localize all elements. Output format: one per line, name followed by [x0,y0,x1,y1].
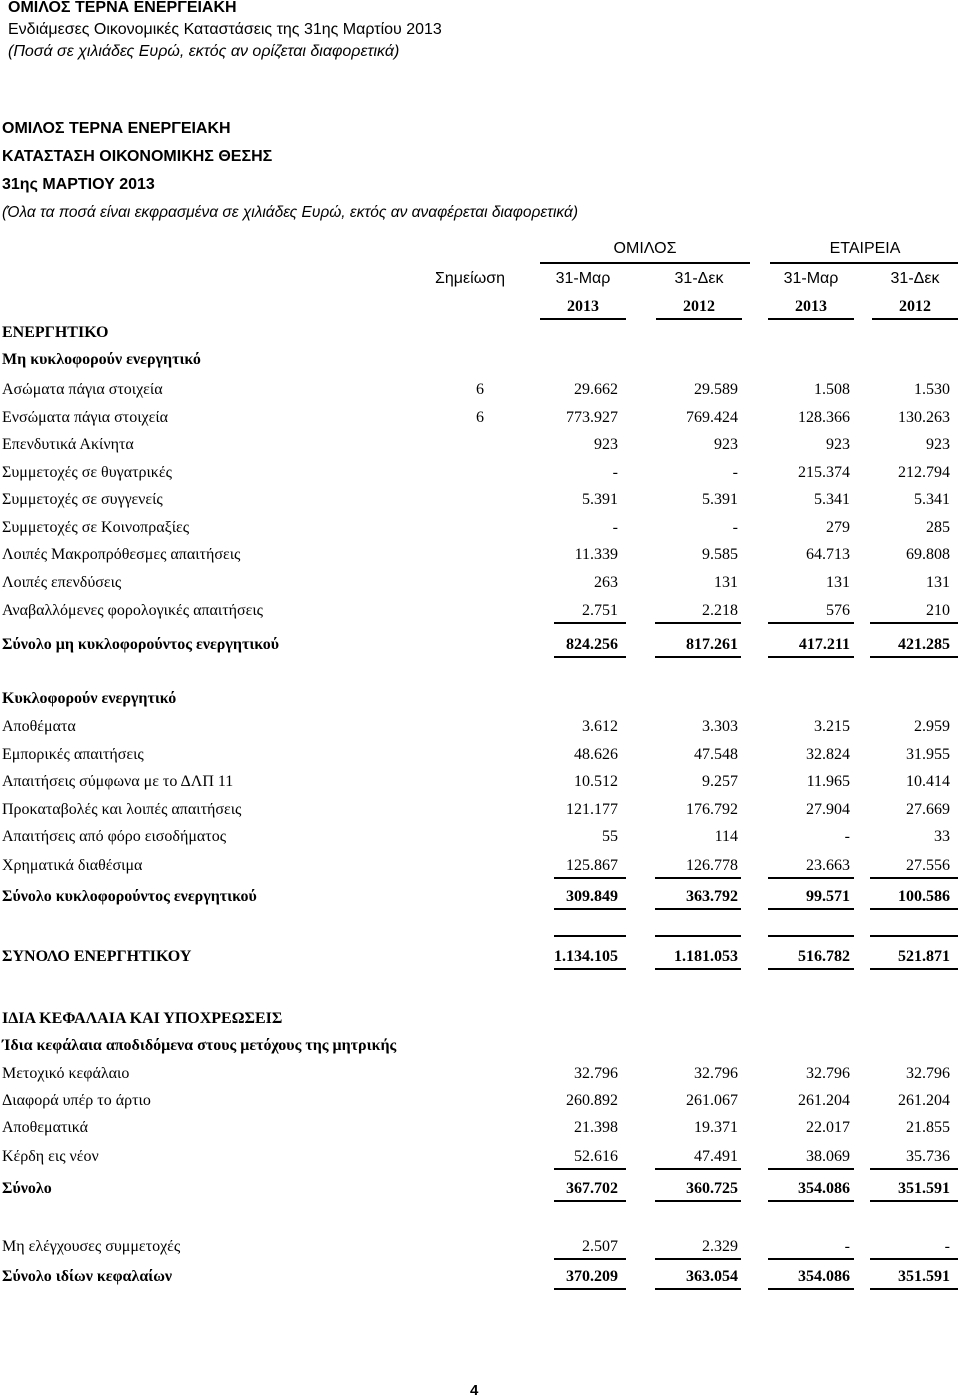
row-underline [870,622,958,624]
row-underline [554,908,626,910]
row-value-1: 48.626 [574,746,618,763]
table-row [0,855,960,877]
row-value-4: 100.586 [898,888,950,905]
row-value-4: 27.669 [906,801,950,818]
title-company: ΟΜΙΛΟΣ ΤΕΡΝΑ ΕΝΕΡΓΕΙΑΚΗ [2,120,231,137]
row-value-1: 55 [602,828,618,845]
table-row [0,1117,960,1139]
row-value-1: 3.612 [582,718,618,735]
column-group-header: ΟΜΙΛΟΣ [613,240,677,257]
row-value-4: 130.263 [898,409,950,426]
row-value-3: 354.086 [798,1268,850,1285]
table-row [0,716,960,738]
total-overline [554,935,626,937]
row-value-2: 176.792 [686,801,738,818]
row-value-1: 2.507 [582,1238,618,1255]
row-value-2: 817.261 [686,636,738,653]
row-underline [870,1288,958,1290]
row-underline [554,1288,626,1290]
row-value-1: 260.892 [566,1092,618,1109]
year-underline-4 [872,318,958,320]
table-row [0,407,960,429]
row-value-2: 2.218 [702,602,738,619]
row-value-1: 121.177 [566,801,618,818]
row-label: Σύνολο κυκλοφορούντος ενεργητικού [2,888,257,905]
row-underline [655,1258,741,1260]
row-value-4: 212.794 [898,464,950,481]
row-label: Ασώματα πάγια στοιχεία [2,381,163,398]
row-value-4: 2.959 [914,718,950,735]
section-current: Κυκλοφορούν ενεργητικό [2,690,177,707]
table-row [0,434,960,456]
minority-row [0,1236,960,1258]
year-header-3: 2013 [795,298,827,315]
row-underline [768,968,854,970]
row-note: 6 [476,409,484,426]
row-value-4: 21.855 [906,1119,950,1136]
row-underline [870,656,958,658]
year-header-2: 2012 [683,298,715,315]
row-label: Σύνολο μη κυκλοφορούντος ενεργητικού [2,636,279,653]
year-header-1: 2013 [567,298,599,315]
row-value-1: 370.209 [566,1268,618,1285]
row-underline [768,1258,854,1260]
row-value-2: 769.424 [686,409,738,426]
row-underline [870,1168,958,1170]
row-value-4: 1.530 [914,381,950,398]
row-underline [870,1200,958,1202]
row-label: Εμπορικές απαιτήσεις [2,746,144,763]
row-value-3: 128.366 [798,409,850,426]
table-row [0,1063,960,1085]
row-value-2: 363.054 [686,1268,738,1285]
row-label: Αποθέματα [2,718,76,735]
row-label: Μετοχικό κεφάλαιο [2,1065,130,1082]
row-label: Σύνολο ιδίων κεφαλαίων [2,1268,173,1285]
row-value-4: 351.591 [898,1180,950,1197]
row-underline [768,1200,854,1202]
row-underline [870,908,958,910]
row-label: Διαφορά υπέρ το άρτιο [2,1092,151,1109]
header-note: (Ποσά σε χιλιάδες Ευρώ, εκτός αν ορίζεται διαφορετικά) [8,43,400,60]
row-underline [768,656,854,658]
column-header-1: 31-Μαρ [555,270,611,287]
column-header-2: 31-Δεκ [674,270,724,287]
row-value-3: 32.796 [806,1065,850,1082]
row-value-1: 1.134.105 [554,948,618,965]
row-value-2: 131 [714,574,738,591]
row-value-3: 354.086 [798,1180,850,1197]
table-row [0,544,960,566]
row-value-4: 210 [926,602,950,619]
row-value-1: 367.702 [566,1180,618,1197]
row-value-3: 27.904 [806,801,850,818]
row-value-2: 1.181.053 [674,948,738,965]
row-value-2: 114 [714,828,738,845]
column-header-3: 31-Μαρ [783,270,839,287]
row-underline [554,968,626,970]
header-company: ΟΜΙΛΟΣ ΤΕΡΝΑ ΕΝΕΡΓΕΙΑΚΗ [8,0,237,16]
column-header-4: 31-Δεκ [890,270,940,287]
row-value-4: 421.285 [898,636,950,653]
current-total-row [0,886,960,908]
table-row [0,771,960,793]
row-value-2: 923 [714,436,738,453]
row-value-2: 360.725 [686,1180,738,1197]
row-label: Χρηματικά διαθέσιμα [2,857,143,874]
row-value-3: 576 [826,602,850,619]
row-value-1: - [612,519,618,536]
row-value-1: 10.512 [574,773,618,790]
row-label: Λοιπές Μακροπρόθεσμες απαιτήσεις [2,546,241,563]
row-value-1: 11.339 [574,546,618,563]
year-header-4: 2012 [899,298,931,315]
title-statement: ΚΑΤΑΣΤΑΣΗ ΟΙΚΟΝΟΜΙΚΗΣ ΘΕΣΗΣ [2,148,273,165]
row-value-3: 11.965 [806,773,850,790]
table-row [0,489,960,511]
header-statement: Ενδιάμεσες Οικονομικές Καταστάσεις της 31ης Μαρτίου 2013 [8,21,442,38]
row-underline [768,1288,854,1290]
row-underline [768,908,854,910]
row-underline [554,622,626,624]
row-underline [554,1258,626,1260]
row-label: Κέρδη εις νέον [2,1148,99,1165]
row-value-3: 99.571 [806,888,850,905]
row-label: Απαιτήσεις από φόρο εισοδήματος [2,828,227,845]
row-label: Προκαταβολές και λοιπές απαιτήσεις [2,801,242,818]
row-value-4: - [944,1238,950,1255]
row-value-4: 923 [926,436,950,453]
row-value-4: 351.591 [898,1268,950,1285]
table-row [0,1090,960,1112]
row-value-3: 5.341 [814,491,850,508]
row-underline [655,877,741,879]
row-label: Συμμετοχές σε Κοινοπραξίες [2,519,190,536]
row-value-3: 279 [826,519,850,536]
row-label: Επενδυτικά Ακίνητα [2,436,134,453]
row-value-1: 824.256 [566,636,618,653]
row-underline [655,908,741,910]
section-noncurrent: Μη κυκλοφορούν ενεργητικό [2,351,201,368]
total-overline [768,935,854,937]
row-value-2: 2.329 [702,1238,738,1255]
row-value-1: 29.662 [574,381,618,398]
row-value-4: 27.556 [906,857,950,874]
row-value-2: 363.792 [686,888,738,905]
row-value-2: 9.257 [702,773,738,790]
row-value-1: 773.927 [566,409,618,426]
row-value-2: 126.778 [686,857,738,874]
row-value-1: 309.849 [566,888,618,905]
table-row [0,826,960,848]
title-note: (Όλα τα ποσά είναι εκφρασμένα σε χιλιάδες Ευρώ, εκτός αν αναφέρεται διαφορετικά) [2,204,578,221]
row-label: Απαιτήσεις σύμφωνα με το ΔΛΠ 11 [2,773,234,790]
row-value-2: 5.391 [702,491,738,508]
row-value-3: 131 [826,574,850,591]
row-value-4: 521.871 [898,948,950,965]
row-value-3: 215.374 [798,464,850,481]
row-label: Συμμετοχές σε θυγατρικές [2,464,172,481]
assets-total-row [0,946,960,968]
row-value-2: 32.796 [694,1065,738,1082]
row-value-4: 31.955 [906,746,950,763]
row-value-2: 47.491 [694,1148,738,1165]
row-value-2: 261.067 [686,1092,738,1109]
row-underline [870,968,958,970]
row-value-4: 69.808 [906,546,950,563]
row-underline [655,622,741,624]
row-value-1: 2.751 [582,602,618,619]
noncurrent-total-row [0,634,960,656]
row-value-4: 35.736 [906,1148,950,1165]
table-row [0,744,960,766]
row-value-1: 5.391 [582,491,618,508]
total-overline [655,935,741,937]
row-value-3: 23.663 [806,857,850,874]
row-value-2: 3.303 [702,718,738,735]
row-value-3: 261.204 [798,1092,850,1109]
column-company-header: ΕΤΑΙΡΕΙΑ [829,240,901,257]
row-underline [768,877,854,879]
row-label: Σύνολο [2,1180,52,1197]
table-row [0,1146,960,1168]
row-label: Συμμετοχές σε συγγενείς [2,491,163,508]
row-underline [768,622,854,624]
row-note: 6 [476,381,484,398]
row-underline [554,1168,626,1170]
row-label: Λοιπές επενδύσεις [2,574,122,591]
table-row [0,462,960,484]
row-label: Αναβαλλόμενες φορολογικές απαιτήσεις [2,602,264,619]
table-row [0,799,960,821]
row-value-3: 22.017 [806,1119,850,1136]
row-label: Αποθεματικά [2,1119,89,1136]
title-date: 31ης ΜΑΡΤΙΟΥ 2013 [2,176,155,193]
row-underline [870,1258,958,1260]
row-value-3: 3.215 [814,718,850,735]
table-row [0,600,960,622]
row-underline [655,1288,741,1290]
row-value-4: 261.204 [898,1092,950,1109]
year-underline-2 [656,318,742,320]
equity-subtotal-row [0,1178,960,1200]
row-value-3: 64.713 [806,546,850,563]
page-number: 4 [470,1382,479,1399]
column-note-header: Σημείωση [435,270,505,287]
row-value-4: 285 [926,519,950,536]
row-value-3: 923 [826,436,850,453]
row-underline [554,1200,626,1202]
section-equity-liabilities: ΙΔΙΑ ΚΕΦΑΛΑΙΑ ΚΑΙ ΥΠΟΧΡΕΩΣΕΙΣ [2,1010,283,1027]
table-row [0,379,960,401]
row-value-3: 516.782 [798,948,850,965]
row-label: Μη ελέγχουσες συμμετοχές [2,1238,181,1255]
row-value-2: 29.589 [694,381,738,398]
table-row [0,517,960,539]
row-underline [870,877,958,879]
group-header-underline [540,262,750,264]
row-value-3: - [844,828,850,845]
row-value-4: 32.796 [906,1065,950,1082]
company-header-underline [770,262,958,264]
row-value-4: 5.341 [914,491,950,508]
row-underline [655,1200,741,1202]
row-value-1: 125.867 [566,857,618,874]
row-value-2: - [732,464,738,481]
row-value-4: 33 [934,828,950,845]
row-underline [655,968,741,970]
total-overline [870,935,958,937]
section-assets: ΕΝΕΡΓΗΤΙΚΟ [2,324,109,341]
row-underline [554,656,626,658]
row-value-1: 263 [594,574,618,591]
section-equity-parent: Ίδια κεφάλαια αποδιδόμενα στους μετόχους της μητρικής [2,1037,397,1054]
row-value-1: 923 [594,436,618,453]
row-label: ΣΥΝΟΛΟ ΕΝΕΡΓΗΤΙΚΟΥ [2,948,192,965]
year-underline-1 [540,318,626,320]
row-underline [768,1168,854,1170]
row-value-3: 38.069 [806,1148,850,1165]
row-value-1: 32.796 [574,1065,618,1082]
row-value-4: 10.414 [906,773,950,790]
row-value-2: 9.585 [702,546,738,563]
row-value-3: 32.824 [806,746,850,763]
row-value-1: 21.398 [574,1119,618,1136]
row-label: Ενσώματα πάγια στοιχεία [2,409,169,426]
row-value-2: 47.548 [694,746,738,763]
equity-total-row [0,1266,960,1288]
year-underline-3 [768,318,854,320]
table-row [0,572,960,594]
row-value-1: - [612,464,618,481]
row-underline [554,877,626,879]
row-value-2: 19.371 [694,1119,738,1136]
row-value-3: - [844,1238,850,1255]
row-value-3: 417.211 [798,636,850,653]
row-value-3: 1.508 [814,381,850,398]
row-value-1: 52.616 [574,1148,618,1165]
row-underline [655,1168,741,1170]
row-underline [655,656,741,658]
row-value-2: - [732,519,738,536]
row-value-4: 131 [926,574,950,591]
